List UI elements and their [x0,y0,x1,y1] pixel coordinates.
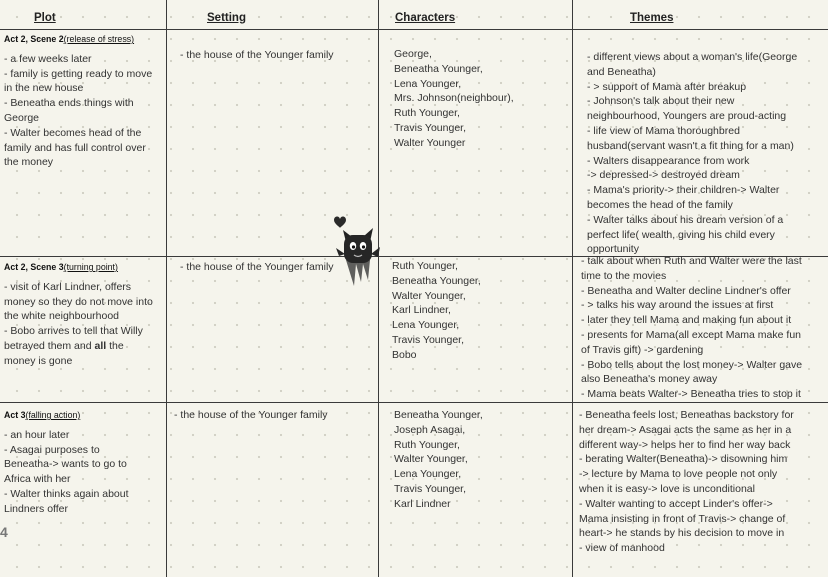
plot-cell-act3 [4,408,129,517]
plot-line: in the new house [4,82,84,95]
plot-line: Lindners offer [4,502,69,515]
plot-cell-act2-scene2 [4,32,152,170]
theme-line: - berating Walter(Beneatha)-> disowning him [579,453,788,466]
theme-line: of Travis gift) -> gardening [581,343,704,356]
theme-line: - view of manhood [579,542,665,555]
setting-cell: - the house of the Younger family [180,261,334,273]
scene-subtitle: (falling action) [25,410,81,420]
plot-line: - visit of Karl Lindner, offers [4,280,132,293]
plot-line: - Beneatha ends things with [4,97,134,110]
character-name: Travis Younger, [392,333,464,346]
character-name: Ruth Younger, [394,438,460,451]
character-name: Walter Younger, [392,289,466,302]
plot-line: - Walter becomes head of the [4,126,142,139]
character-name: Walter Younger [394,136,466,149]
plot-line: the white neighbourhood [4,310,120,323]
theme-line: - > talks his way around the issues at first [581,299,774,312]
character-name: Lena Younger, [392,319,460,332]
plot-line: George [4,111,40,124]
theme-line: becomes the head of the family [587,198,733,211]
cat-mascot-icon [328,212,388,286]
plot-line: - an hour later [4,428,70,441]
characters-cell [394,408,483,512]
plot-line: betrayed them and all the [4,339,124,352]
theme-line: - Walters disappearance from work [587,154,750,167]
scene-subtitle: (release of stress) [63,34,135,44]
character-name: George, [394,48,432,60]
page-number: 4 [0,524,8,540]
plot-line: - family is getting ready to move [4,67,153,80]
theme-line: - Walter talks about his dream version of a [587,213,784,226]
plot-line: - Bobo arrives to tell that Willy [4,325,143,338]
theme-line: - Beneatha feels lost, Beneathas backstory for [579,409,794,421]
row-divider [0,29,828,30]
theme-line: - > support of Mama after breakup [587,80,747,93]
theme-line: opportunity [587,243,639,256]
scene-title: Act 2, Scene 2(release of stress) [4,34,135,44]
plot-line: money is gone [4,354,73,367]
character-name: Travis Younger, [394,121,466,134]
theme-line: Mama insisting in front of Travis-> change of [579,512,786,525]
plot-line: money so they do not move into [4,295,153,308]
theme-line: - Mama beats Walter-> Beneatha tries to stop it [581,388,801,401]
header-characters: Characters [395,12,456,24]
plot-line: - Walter thinks again about [4,487,129,500]
scene-title: Act 2, Scene 3(turning point) [4,262,118,272]
theme-line: - talk about when Ruth and Walter were the last [581,255,802,267]
character-name: Bobo [392,348,417,361]
theme-line: also Beneatha's money away [581,373,718,386]
character-name: Mrs. Johnson(neighbour), [394,92,514,105]
column-divider [378,0,379,577]
theme-line: time to the movies [581,269,667,282]
themes-cell [579,408,794,556]
plot-line: Beneatha-> wants to go to [4,458,127,471]
theme-line: different way-> helps her to find her way back [579,438,791,451]
themes-cell [581,254,802,402]
character-name: Ruth Younger, [392,260,458,272]
row-divider [0,402,828,403]
theme-line: - later they tell Mama and making fun about it [581,314,792,327]
character-name: Beneatha Younger, [394,62,483,75]
plot-cell-act2-scene3 [4,260,153,369]
theme-line: -> lecture by Mama to love people not only [579,468,778,481]
character-name: Ruth Younger, [394,107,460,120]
characters-cell [392,259,481,363]
theme-line: neighbourhood, Youngers are proud-acting [587,110,787,123]
theme-line: husband(servant wasn't a fit thing for a man) [587,139,794,152]
column-divider [572,0,573,577]
theme-line: - Walter wanting to accept Linder's offer-> [579,497,773,510]
scene-subtitle: (turning point) [63,262,118,272]
character-name: Joseph Asagai, [394,423,466,436]
character-name: Walter Younger, [394,453,468,466]
character-name: Lena Younger, [394,77,462,90]
plot-line: Africa with her [4,473,71,486]
theme-line: - life view of Mama thoroughbred [587,124,740,137]
plot-line: - Asagai purposes to [4,443,100,456]
theme-line: and Beneatha) [587,65,656,78]
setting-cell: - the house of the Younger family [180,49,334,61]
theme-line: her dream-> Asagai acts the same as her in a [579,423,792,436]
character-name: Lena Younger, [394,468,462,481]
theme-line: when it is easy-> love is unconditional [579,482,755,495]
header-themes: Themes [630,12,674,24]
theme-line: - Mama's priority-> their children-> Walter [587,184,780,197]
theme-line: - different views about a woman's life(George [587,51,798,63]
character-name: Beneatha Younger, [394,409,483,421]
header-plot: Plot [34,12,56,24]
character-name: Beneatha Younger, [392,274,481,287]
plot-line: - a few weeks later [4,52,92,65]
scene-title: Act 3(falling action) [4,410,81,420]
theme-line: - Johnson's talk about their new [587,95,735,108]
character-name: Karl Lindner [394,497,451,510]
theme-line: heart-> he stands by his decision to move in [579,527,785,540]
theme-line: perfect life( wealth, giving his child every [587,228,775,241]
theme-line: - Beneatha and Walter decline Lindner's offer [581,284,791,297]
plot-line: family and has full control over [4,141,146,154]
theme-line: -> depressed-> destroyed dream [587,169,740,182]
theme-line: - presents for Mama(all except Mama make fun [581,328,801,341]
column-divider [166,0,167,577]
character-name: Karl Lindner, [392,304,451,317]
setting-cell: - the house of the Younger family [174,409,328,421]
theme-line: - Bobo tells about the lost money-> Walter gave [581,358,803,371]
characters-cell [394,47,514,151]
plot-line: the money [4,156,54,169]
themes-cell [587,50,797,257]
character-name: Travis Younger, [394,482,466,495]
header-setting: Setting [207,12,246,24]
